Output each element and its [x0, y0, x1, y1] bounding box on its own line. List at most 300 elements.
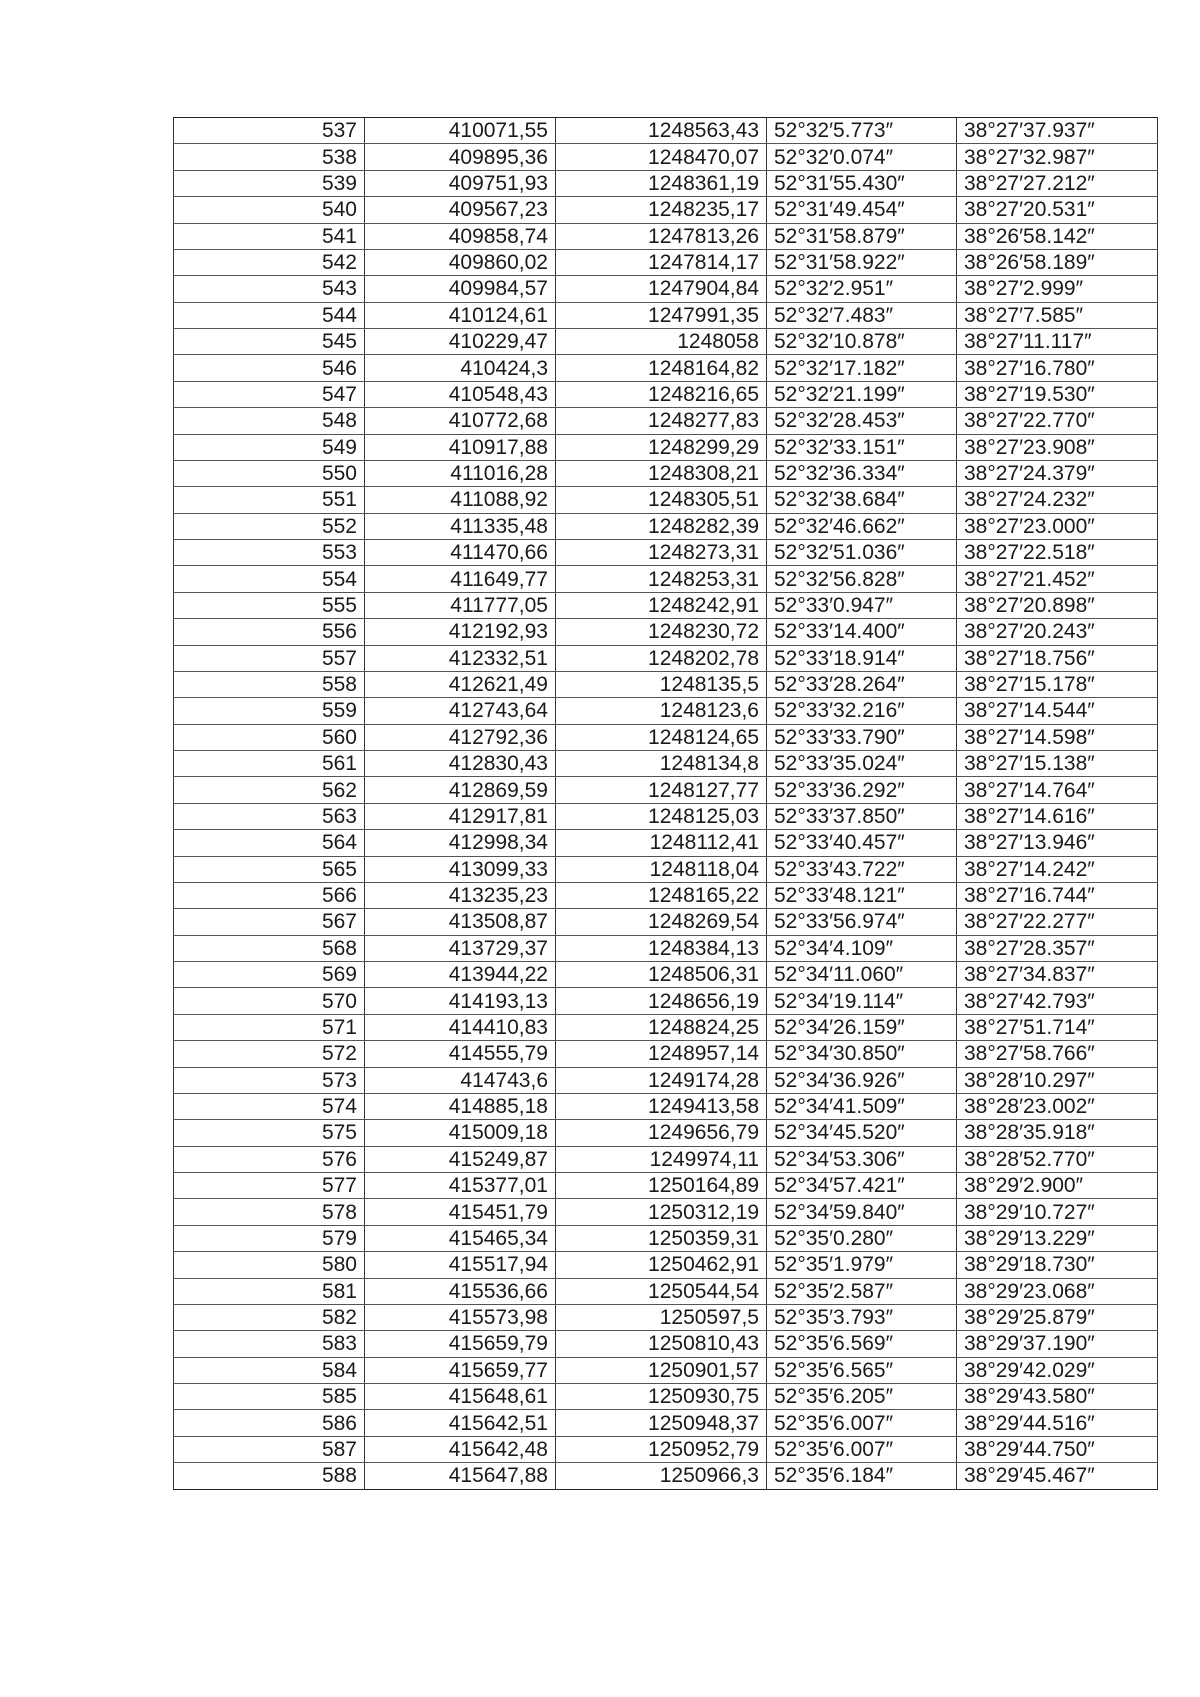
- longitude-cell: 38°27′20.898″: [957, 592, 1158, 618]
- y-coordinate-cell: 1247814,17: [556, 249, 767, 275]
- point-number-cell: 549: [174, 434, 365, 460]
- x-coordinate-cell: 409751,93: [365, 170, 556, 196]
- point-number-cell: 580: [174, 1252, 365, 1278]
- y-coordinate-cell: 1248824,25: [556, 1014, 767, 1040]
- table-row: [174, 1357, 1158, 1383]
- point-number-cell: 568: [174, 935, 365, 961]
- longitude-cell: 38°27′23.000″: [957, 513, 1158, 539]
- y-coordinate-cell: 1248235,17: [556, 197, 767, 223]
- point-number-cell: 578: [174, 1199, 365, 1225]
- longitude-cell: 38°27′16.744″: [957, 882, 1158, 908]
- y-coordinate-cell: 1250952,79: [556, 1436, 767, 1462]
- longitude-cell: 38°27′22.277″: [957, 909, 1158, 935]
- point-number-cell: 554: [174, 566, 365, 592]
- x-coordinate-cell: 409984,57: [365, 276, 556, 302]
- point-number-cell: 558: [174, 671, 365, 697]
- point-number-cell: 571: [174, 1014, 365, 1040]
- point-number-cell: 562: [174, 777, 365, 803]
- point-number-cell: 539: [174, 170, 365, 196]
- table-row: [174, 1331, 1158, 1357]
- y-coordinate-cell: 1248361,19: [556, 170, 767, 196]
- latitude-cell: 52°35′6.007″: [767, 1410, 957, 1436]
- latitude-cell: 52°32′10.878″: [767, 329, 957, 355]
- longitude-cell: 38°29′37.190″: [957, 1331, 1158, 1357]
- y-coordinate-cell: 1247904,84: [556, 276, 767, 302]
- point-number-cell: 585: [174, 1384, 365, 1410]
- latitude-cell: 52°32′46.662″: [767, 513, 957, 539]
- point-number-cell: 569: [174, 962, 365, 988]
- y-coordinate-cell: 1248202,78: [556, 645, 767, 671]
- point-number-cell: 582: [174, 1304, 365, 1330]
- x-coordinate-cell: 415377,01: [365, 1173, 556, 1199]
- x-coordinate-cell: 410424,3: [365, 355, 556, 381]
- table-row: [174, 1146, 1158, 1172]
- longitude-cell: 38°29′10.727″: [957, 1199, 1158, 1225]
- longitude-cell: 38°27′20.531″: [957, 197, 1158, 223]
- longitude-cell: 38°27′32.987″: [957, 144, 1158, 170]
- table-row: [174, 302, 1158, 328]
- x-coordinate-cell: 411088,92: [365, 487, 556, 513]
- table-row: [174, 856, 1158, 882]
- y-coordinate-cell: 1248216,65: [556, 381, 767, 407]
- y-coordinate-cell: 1248656,19: [556, 988, 767, 1014]
- latitude-cell: 52°33′0.947″: [767, 592, 957, 618]
- point-number-cell: 550: [174, 460, 365, 486]
- latitude-cell: 52°34′57.421″: [767, 1173, 957, 1199]
- x-coordinate-cell: 409858,74: [365, 223, 556, 249]
- latitude-cell: 52°33′43.722″: [767, 856, 957, 882]
- longitude-cell: 38°27′21.452″: [957, 566, 1158, 592]
- y-coordinate-cell: 1248242,91: [556, 592, 767, 618]
- longitude-cell: 38°28′23.002″: [957, 1093, 1158, 1119]
- longitude-cell: 38°27′14.764″: [957, 777, 1158, 803]
- latitude-cell: 52°32′56.828″: [767, 566, 957, 592]
- longitude-cell: 38°29′2.900″: [957, 1173, 1158, 1199]
- point-number-cell: 548: [174, 408, 365, 434]
- longitude-cell: 38°28′52.770″: [957, 1146, 1158, 1172]
- table-row: [174, 566, 1158, 592]
- y-coordinate-cell: 1248165,22: [556, 882, 767, 908]
- point-number-cell: 570: [174, 988, 365, 1014]
- longitude-cell: 38°29′42.029″: [957, 1357, 1158, 1383]
- latitude-cell: 52°31′58.879″: [767, 223, 957, 249]
- table-row: [174, 988, 1158, 1014]
- x-coordinate-cell: 411335,48: [365, 513, 556, 539]
- table-row: [174, 329, 1158, 355]
- point-number-cell: 587: [174, 1436, 365, 1462]
- x-coordinate-cell: 412332,51: [365, 645, 556, 671]
- longitude-cell: 38°27′22.518″: [957, 540, 1158, 566]
- longitude-cell: 38°29′23.068″: [957, 1278, 1158, 1304]
- x-coordinate-cell: 411016,28: [365, 460, 556, 486]
- point-number-cell: 565: [174, 856, 365, 882]
- table-row: [174, 751, 1158, 777]
- longitude-cell: 38°27′15.178″: [957, 671, 1158, 697]
- longitude-cell: 38°27′51.714″: [957, 1014, 1158, 1040]
- table-row: [174, 118, 1158, 144]
- latitude-cell: 52°33′33.790″: [767, 724, 957, 750]
- x-coordinate-cell: 414410,83: [365, 1014, 556, 1040]
- x-coordinate-cell: 413508,87: [365, 909, 556, 935]
- y-coordinate-cell: 1248282,39: [556, 513, 767, 539]
- latitude-cell: 52°33′56.974″: [767, 909, 957, 935]
- longitude-cell: 38°27′14.598″: [957, 724, 1158, 750]
- y-coordinate-cell: 1250544,54: [556, 1278, 767, 1304]
- latitude-cell: 52°35′6.007″: [767, 1436, 957, 1462]
- latitude-cell: 52°35′0.280″: [767, 1225, 957, 1251]
- table-row: [174, 1384, 1158, 1410]
- table-row: [174, 882, 1158, 908]
- longitude-cell: 38°27′20.243″: [957, 619, 1158, 645]
- latitude-cell: 52°34′41.509″: [767, 1093, 957, 1119]
- x-coordinate-cell: 411777,05: [365, 592, 556, 618]
- x-coordinate-cell: 409860,02: [365, 249, 556, 275]
- table-row: [174, 144, 1158, 170]
- x-coordinate-cell: 415517,94: [365, 1252, 556, 1278]
- x-coordinate-cell: 410917,88: [365, 434, 556, 460]
- point-number-cell: 546: [174, 355, 365, 381]
- point-number-cell: 557: [174, 645, 365, 671]
- x-coordinate-cell: 413729,37: [365, 935, 556, 961]
- y-coordinate-cell: 1250597,5: [556, 1304, 767, 1330]
- latitude-cell: 52°35′6.569″: [767, 1331, 957, 1357]
- latitude-cell: 52°33′35.024″: [767, 751, 957, 777]
- latitude-cell: 52°32′2.951″: [767, 276, 957, 302]
- table-row: [174, 698, 1158, 724]
- y-coordinate-cell: 1249174,28: [556, 1067, 767, 1093]
- y-coordinate-cell: 1248127,77: [556, 777, 767, 803]
- latitude-cell: 52°32′38.684″: [767, 487, 957, 513]
- table-row: [174, 1093, 1158, 1119]
- table-row: [174, 592, 1158, 618]
- longitude-cell: 38°27′37.937″: [957, 118, 1158, 144]
- table-row: [174, 197, 1158, 223]
- latitude-cell: 52°32′17.182″: [767, 355, 957, 381]
- point-number-cell: 559: [174, 698, 365, 724]
- x-coordinate-cell: 415648,61: [365, 1384, 556, 1410]
- longitude-cell: 38°29′43.580″: [957, 1384, 1158, 1410]
- x-coordinate-cell: 409567,23: [365, 197, 556, 223]
- point-number-cell: 576: [174, 1146, 365, 1172]
- x-coordinate-cell: 411649,77: [365, 566, 556, 592]
- point-number-cell: 574: [174, 1093, 365, 1119]
- longitude-cell: 38°27′27.212″: [957, 170, 1158, 196]
- longitude-cell: 38°27′14.616″: [957, 803, 1158, 829]
- longitude-cell: 38°27′24.232″: [957, 487, 1158, 513]
- longitude-cell: 38°27′42.793″: [957, 988, 1158, 1014]
- longitude-cell: 38°27′22.770″: [957, 408, 1158, 434]
- longitude-cell: 38°29′18.730″: [957, 1252, 1158, 1278]
- x-coordinate-cell: 415451,79: [365, 1199, 556, 1225]
- y-coordinate-cell: 1250901,57: [556, 1357, 767, 1383]
- point-number-cell: 560: [174, 724, 365, 750]
- x-coordinate-cell: 415009,18: [365, 1120, 556, 1146]
- y-coordinate-cell: 1250948,37: [556, 1410, 767, 1436]
- latitude-cell: 52°33′37.850″: [767, 803, 957, 829]
- point-number-cell: 555: [174, 592, 365, 618]
- table-row: [174, 1304, 1158, 1330]
- table-row: [174, 645, 1158, 671]
- y-coordinate-cell: 1248164,82: [556, 355, 767, 381]
- y-coordinate-cell: 1248273,31: [556, 540, 767, 566]
- table-row: [174, 1225, 1158, 1251]
- x-coordinate-cell: 415536,66: [365, 1278, 556, 1304]
- longitude-cell: 38°27′14.544″: [957, 698, 1158, 724]
- longitude-cell: 38°27′18.756″: [957, 645, 1158, 671]
- point-number-cell: 544: [174, 302, 365, 328]
- point-number-cell: 573: [174, 1067, 365, 1093]
- y-coordinate-cell: 1248563,43: [556, 118, 767, 144]
- table-row: [174, 1199, 1158, 1225]
- latitude-cell: 52°32′5.773″: [767, 118, 957, 144]
- x-coordinate-cell: 412192,93: [365, 619, 556, 645]
- point-number-cell: 537: [174, 118, 365, 144]
- point-number-cell: 542: [174, 249, 365, 275]
- y-coordinate-cell: 1248253,31: [556, 566, 767, 592]
- table-row: [174, 1014, 1158, 1040]
- y-coordinate-cell: 1248118,04: [556, 856, 767, 882]
- latitude-cell: 52°34′53.306″: [767, 1146, 957, 1172]
- table-row: [174, 355, 1158, 381]
- x-coordinate-cell: 412621,49: [365, 671, 556, 697]
- longitude-cell: 38°27′16.780″: [957, 355, 1158, 381]
- latitude-cell: 52°32′36.334″: [767, 460, 957, 486]
- y-coordinate-cell: 1248125,03: [556, 803, 767, 829]
- x-coordinate-cell: 412830,43: [365, 751, 556, 777]
- latitude-cell: 52°34′59.840″: [767, 1199, 957, 1225]
- longitude-cell: 38°27′14.242″: [957, 856, 1158, 882]
- y-coordinate-cell: 1248305,51: [556, 487, 767, 513]
- y-coordinate-cell: 1249974,11: [556, 1146, 767, 1172]
- y-coordinate-cell: 1247991,35: [556, 302, 767, 328]
- point-number-cell: 586: [174, 1410, 365, 1436]
- latitude-cell: 52°31′49.454″: [767, 197, 957, 223]
- y-coordinate-cell: 1248506,31: [556, 962, 767, 988]
- latitude-cell: 52°33′40.457″: [767, 830, 957, 856]
- longitude-cell: 38°28′10.297″: [957, 1067, 1158, 1093]
- latitude-cell: 52°34′30.850″: [767, 1041, 957, 1067]
- x-coordinate-cell: 412743,64: [365, 698, 556, 724]
- longitude-cell: 38°27′28.357″: [957, 935, 1158, 961]
- table-row: [174, 671, 1158, 697]
- latitude-cell: 52°35′6.565″: [767, 1357, 957, 1383]
- point-number-cell: 588: [174, 1463, 365, 1489]
- latitude-cell: 52°33′48.121″: [767, 882, 957, 908]
- x-coordinate-cell: 414555,79: [365, 1041, 556, 1067]
- table-row: [174, 935, 1158, 961]
- x-coordinate-cell: 409895,36: [365, 144, 556, 170]
- latitude-cell: 52°32′33.151″: [767, 434, 957, 460]
- point-number-cell: 543: [174, 276, 365, 302]
- latitude-cell: 52°34′4.109″: [767, 935, 957, 961]
- latitude-cell: 52°33′18.914″: [767, 645, 957, 671]
- longitude-cell: 38°29′45.467″: [957, 1463, 1158, 1489]
- latitude-cell: 52°32′21.199″: [767, 381, 957, 407]
- y-coordinate-cell: 1250164,89: [556, 1173, 767, 1199]
- table-row: [174, 540, 1158, 566]
- table-row: [174, 724, 1158, 750]
- longitude-cell: 38°27′2.999″: [957, 276, 1158, 302]
- point-number-cell: 563: [174, 803, 365, 829]
- y-coordinate-cell: 1248384,13: [556, 935, 767, 961]
- y-coordinate-cell: 1248308,21: [556, 460, 767, 486]
- latitude-cell: 52°35′3.793″: [767, 1304, 957, 1330]
- longitude-cell: 38°27′15.138″: [957, 751, 1158, 777]
- longitude-cell: 38°26′58.189″: [957, 249, 1158, 275]
- y-coordinate-cell: 1250359,31: [556, 1225, 767, 1251]
- x-coordinate-cell: 415249,87: [365, 1146, 556, 1172]
- x-coordinate-cell: 415642,48: [365, 1436, 556, 1462]
- table-row: [174, 487, 1158, 513]
- latitude-cell: 52°34′19.114″: [767, 988, 957, 1014]
- x-coordinate-cell: 410548,43: [365, 381, 556, 407]
- point-number-cell: 577: [174, 1173, 365, 1199]
- x-coordinate-cell: 412792,36: [365, 724, 556, 750]
- latitude-cell: 52°32′51.036″: [767, 540, 957, 566]
- y-coordinate-cell: 1248058: [556, 329, 767, 355]
- latitude-cell: 52°33′36.292″: [767, 777, 957, 803]
- latitude-cell: 52°31′58.922″: [767, 249, 957, 275]
- point-number-cell: 541: [174, 223, 365, 249]
- point-number-cell: 567: [174, 909, 365, 935]
- latitude-cell: 52°32′28.453″: [767, 408, 957, 434]
- y-coordinate-cell: 1250930,75: [556, 1384, 767, 1410]
- x-coordinate-cell: 415642,51: [365, 1410, 556, 1436]
- table-row: [174, 1278, 1158, 1304]
- latitude-cell: 52°33′14.400″: [767, 619, 957, 645]
- x-coordinate-cell: 415573,98: [365, 1304, 556, 1330]
- point-number-cell: 538: [174, 144, 365, 170]
- latitude-cell: 52°35′1.979″: [767, 1252, 957, 1278]
- table-row: [174, 434, 1158, 460]
- y-coordinate-cell: 1250462,91: [556, 1252, 767, 1278]
- y-coordinate-cell: 1248299,29: [556, 434, 767, 460]
- latitude-cell: 52°33′32.216″: [767, 698, 957, 724]
- coordinates-table-body: [174, 118, 1158, 1490]
- point-number-cell: 561: [174, 751, 365, 777]
- point-number-cell: 551: [174, 487, 365, 513]
- latitude-cell: 52°32′7.483″: [767, 302, 957, 328]
- longitude-cell: 38°27′19.530″: [957, 381, 1158, 407]
- latitude-cell: 52°35′6.205″: [767, 1384, 957, 1410]
- latitude-cell: 52°34′36.926″: [767, 1067, 957, 1093]
- table-row: [174, 223, 1158, 249]
- y-coordinate-cell: 1247813,26: [556, 223, 767, 249]
- table-row: [174, 249, 1158, 275]
- latitude-cell: 52°34′45.520″: [767, 1120, 957, 1146]
- y-coordinate-cell: 1248112,41: [556, 830, 767, 856]
- x-coordinate-cell: 410071,55: [365, 118, 556, 144]
- point-number-cell: 579: [174, 1225, 365, 1251]
- table-row: [174, 513, 1158, 539]
- y-coordinate-cell: 1248470,07: [556, 144, 767, 170]
- x-coordinate-cell: 410229,47: [365, 329, 556, 355]
- latitude-cell: 52°34′11.060″: [767, 962, 957, 988]
- y-coordinate-cell: 1248230,72: [556, 619, 767, 645]
- longitude-cell: 38°28′35.918″: [957, 1120, 1158, 1146]
- table-row: [174, 909, 1158, 935]
- x-coordinate-cell: 412869,59: [365, 777, 556, 803]
- y-coordinate-cell: 1249413,58: [556, 1093, 767, 1119]
- point-number-cell: 547: [174, 381, 365, 407]
- table-row: [174, 962, 1158, 988]
- longitude-cell: 38°27′7.585″: [957, 302, 1158, 328]
- point-number-cell: 556: [174, 619, 365, 645]
- y-coordinate-cell: 1248134,8: [556, 751, 767, 777]
- y-coordinate-cell: 1248269,54: [556, 909, 767, 935]
- x-coordinate-cell: 414885,18: [365, 1093, 556, 1119]
- y-coordinate-cell: 1248124,65: [556, 724, 767, 750]
- y-coordinate-cell: 1248135,5: [556, 671, 767, 697]
- longitude-cell: 38°29′13.229″: [957, 1225, 1158, 1251]
- point-number-cell: 583: [174, 1331, 365, 1357]
- x-coordinate-cell: 410124,61: [365, 302, 556, 328]
- y-coordinate-cell: 1248277,83: [556, 408, 767, 434]
- table-row: [174, 276, 1158, 302]
- latitude-cell: 52°34′26.159″: [767, 1014, 957, 1040]
- longitude-cell: 38°27′58.766″: [957, 1041, 1158, 1067]
- table-row: [174, 777, 1158, 803]
- latitude-cell: 52°35′6.184″: [767, 1463, 957, 1489]
- x-coordinate-cell: 412998,34: [365, 830, 556, 856]
- table-row: [174, 1252, 1158, 1278]
- table-row: [174, 1041, 1158, 1067]
- x-coordinate-cell: 413099,33: [365, 856, 556, 882]
- x-coordinate-cell: 413235,23: [365, 882, 556, 908]
- longitude-cell: 38°29′44.750″: [957, 1436, 1158, 1462]
- table-row: [174, 1436, 1158, 1462]
- x-coordinate-cell: 413944,22: [365, 962, 556, 988]
- y-coordinate-cell: 1248123,6: [556, 698, 767, 724]
- y-coordinate-cell: 1250810,43: [556, 1331, 767, 1357]
- point-number-cell: 553: [174, 540, 365, 566]
- longitude-cell: 38°27′11.117″: [957, 329, 1158, 355]
- latitude-cell: 52°31′55.430″: [767, 170, 957, 196]
- y-coordinate-cell: 1250966,3: [556, 1463, 767, 1489]
- x-coordinate-cell: 410772,68: [365, 408, 556, 434]
- table-row: [174, 1173, 1158, 1199]
- x-coordinate-cell: 414743,6: [365, 1067, 556, 1093]
- x-coordinate-cell: 415659,77: [365, 1357, 556, 1383]
- x-coordinate-cell: 412917,81: [365, 803, 556, 829]
- table-row: [174, 170, 1158, 196]
- table-row: [174, 1463, 1158, 1489]
- x-coordinate-cell: 415647,88: [365, 1463, 556, 1489]
- latitude-cell: 52°35′2.587″: [767, 1278, 957, 1304]
- table-row: [174, 381, 1158, 407]
- longitude-cell: 38°26′58.142″: [957, 223, 1158, 249]
- x-coordinate-cell: 414193,13: [365, 988, 556, 1014]
- table-row: [174, 1120, 1158, 1146]
- y-coordinate-cell: 1250312,19: [556, 1199, 767, 1225]
- table-row: [174, 460, 1158, 486]
- point-number-cell: 566: [174, 882, 365, 908]
- table-row: [174, 619, 1158, 645]
- longitude-cell: 38°27′34.837″: [957, 962, 1158, 988]
- y-coordinate-cell: 1248957,14: [556, 1041, 767, 1067]
- table-row: [174, 1067, 1158, 1093]
- point-number-cell: 572: [174, 1041, 365, 1067]
- table-row: [174, 803, 1158, 829]
- point-number-cell: 545: [174, 329, 365, 355]
- point-number-cell: 581: [174, 1278, 365, 1304]
- point-number-cell: 564: [174, 830, 365, 856]
- longitude-cell: 38°27′13.946″: [957, 830, 1158, 856]
- point-number-cell: 540: [174, 197, 365, 223]
- table-row: [174, 830, 1158, 856]
- x-coordinate-cell: 415659,79: [365, 1331, 556, 1357]
- point-number-cell: 552: [174, 513, 365, 539]
